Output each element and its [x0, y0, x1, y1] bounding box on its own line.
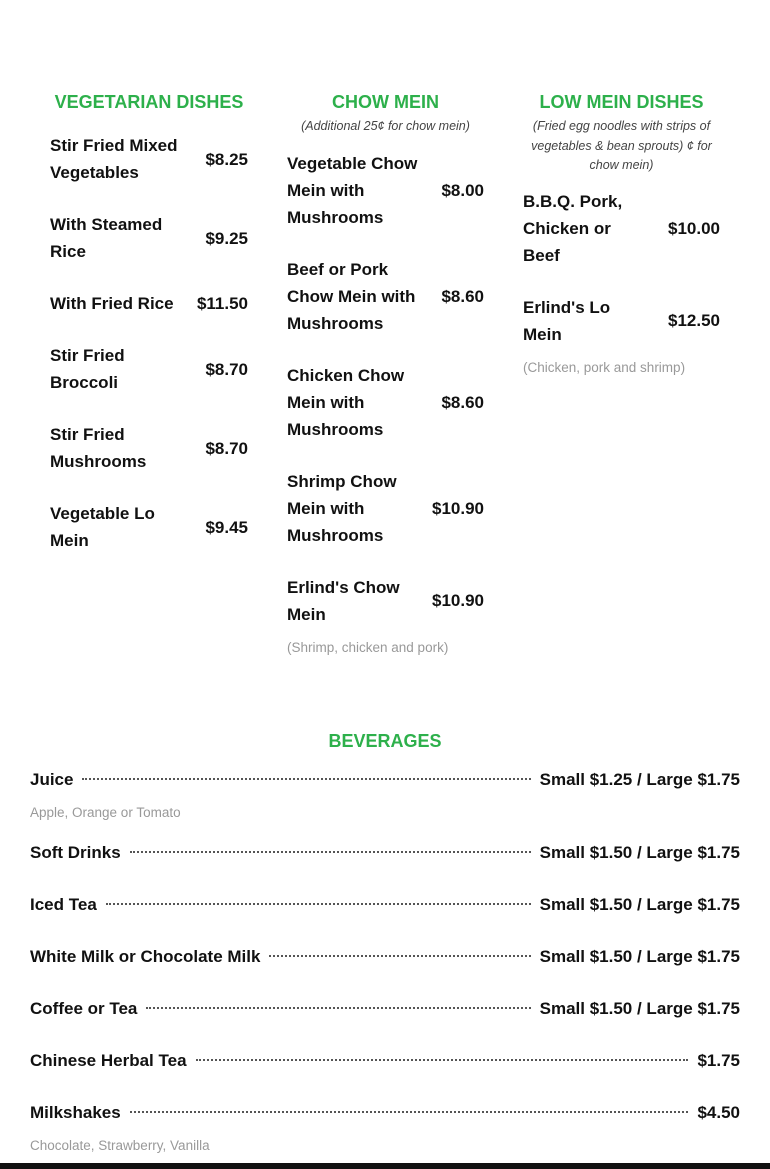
bottom-border: [0, 1163, 770, 1169]
item-name: B.B.Q. Pork, Chicken or Beef: [523, 191, 623, 265]
section-note: (Fried egg noodles with strips of vegetables & bean sprouts) ¢ for chow mein): [531, 119, 712, 172]
beverage-name: Iced Tea: [30, 895, 97, 914]
item-price: $8.70: [205, 359, 248, 379]
menu-item: [523, 294, 720, 348]
item-name: Stir Fried Mushrooms: [50, 425, 147, 471]
section-title-low-mein: LOW MEIN DISHES: [539, 92, 704, 112]
menu-item: [523, 188, 720, 269]
dotted-leader: [82, 778, 530, 780]
beverage-price: Small $1.50 / Large $1.75: [539, 947, 740, 966]
item-price: $8.00: [441, 180, 484, 200]
chow-mein-section: [287, 92, 484, 657]
beverage-price: Small $1.25 / Large $1.75: [539, 770, 740, 789]
item-price: $8.60: [441, 392, 484, 412]
low-mein-section: [523, 92, 720, 377]
item-name: Chicken Chow Mein with Mushrooms: [287, 365, 405, 439]
beverage-row: [30, 895, 740, 922]
menu-item: [287, 150, 484, 231]
dotted-leader: [130, 851, 531, 853]
item-name: Erlind's Lo Mein: [523, 297, 611, 344]
item-name: With Fried Rice: [50, 294, 174, 313]
section-note: (Additional 25¢ for chow mein): [301, 119, 470, 133]
item-price: $10.90: [432, 498, 484, 518]
item-description: (Shrimp, chicken and pork): [287, 639, 449, 655]
item-description: (Chicken, pork and shrimp): [523, 359, 686, 375]
beverage-price: Small $1.50 / Large $1.75: [539, 999, 740, 1018]
beverage-name: Chinese Herbal Tea: [30, 1051, 187, 1070]
beverage-price: $4.50: [697, 1103, 740, 1122]
item-name: Stir Fried Mixed Vegetables: [50, 136, 178, 182]
item-price: $10.90: [432, 591, 484, 610]
menu-item: [287, 256, 484, 337]
item-price: $11.50: [196, 294, 248, 313]
item-name: Vegetable Lo Mein: [50, 504, 155, 550]
vegetarian-section: [50, 92, 248, 579]
section-title-chow-mein: CHOW MEIN: [332, 92, 439, 112]
menu-item: [50, 342, 248, 396]
item-price: $10.00: [668, 218, 720, 238]
beverage-row: [30, 1103, 740, 1130]
menu-item: [287, 362, 484, 443]
item-price: $8.70: [205, 438, 248, 458]
dotted-leader: [196, 1059, 689, 1061]
item-name: Erlind's Chow Mein: [287, 577, 400, 624]
menu-item: [50, 211, 248, 265]
menu-item: [50, 421, 248, 475]
item-name: Shrimp Chow Mein with Mushrooms: [287, 471, 397, 545]
dotted-leader: [130, 1111, 689, 1113]
beverage-description: Chocolate, Strawberry, Vanilla: [30, 1138, 210, 1153]
item-name: Beef or Pork Chow Mein with Mushrooms: [287, 259, 416, 333]
item-price: $8.25: [205, 149, 248, 169]
menu-item: [50, 500, 248, 554]
dotted-leader: [146, 1007, 530, 1009]
item-price: $9.45: [205, 517, 248, 537]
menu-item: [50, 290, 248, 317]
item-name: With Steamed Rice: [50, 215, 163, 261]
section-title-beverages: BEVERAGES: [328, 731, 442, 751]
beverage-row: [30, 770, 740, 797]
beverage-row: [30, 947, 740, 974]
item-price: $8.60: [441, 286, 484, 306]
menu-item: [50, 132, 248, 186]
menu-item: [287, 574, 484, 628]
beverage-row: [30, 999, 740, 1026]
menu-item: [287, 468, 484, 549]
dotted-leader: [269, 955, 530, 957]
beverage-row: [30, 1051, 740, 1078]
beverage-name: Milkshakes: [30, 1103, 121, 1122]
section-title-vegetarian: VEGETARIAN DISHES: [54, 92, 244, 112]
dotted-leader: [106, 903, 531, 905]
item-name: Stir Fried Broccoli: [50, 346, 125, 392]
item-price: $9.25: [205, 228, 248, 248]
beverage-description: Apple, Orange or Tomato: [30, 805, 181, 820]
beverage-row: [30, 843, 740, 870]
item-name: Vegetable Chow Mein with Mushrooms: [287, 153, 418, 227]
item-price: $12.50: [668, 311, 720, 330]
beverage-price: Small $1.50 / Large $1.75: [539, 895, 740, 914]
beverage-name: Coffee or Tea: [30, 999, 138, 1018]
beverages-section: [30, 731, 740, 1169]
beverage-name: Juice: [30, 770, 74, 789]
beverage-price: $1.75: [697, 1051, 740, 1070]
beverage-name: Soft Drinks: [30, 843, 121, 862]
beverage-price: Small $1.50 / Large $1.75: [539, 843, 740, 862]
beverage-name: White Milk or Chocolate Milk: [30, 947, 261, 966]
